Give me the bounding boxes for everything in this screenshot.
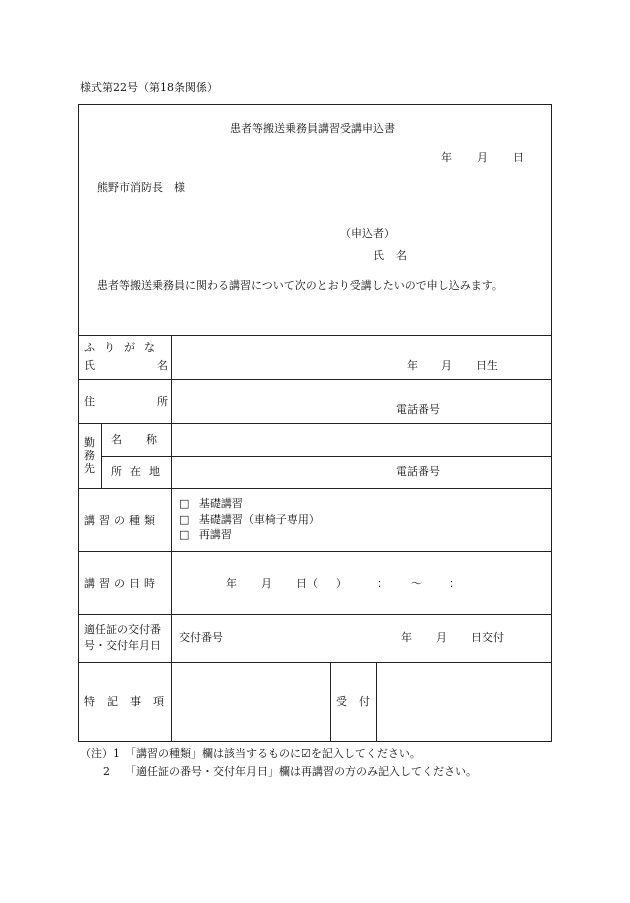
cert-month-label: 月: [436, 631, 447, 644]
form-number: 様式第22号（第18条関係）: [80, 81, 218, 94]
date-day-label: 日: [513, 151, 524, 164]
divider: [78, 614, 552, 615]
course-option-basic[interactable]: [179, 498, 243, 509]
form-title: 患者等搬送乗務員講習受講申込書: [230, 122, 395, 135]
course-time-colon-end: ：: [449, 577, 460, 590]
divider: [78, 662, 552, 663]
note-1-prefix: （注）1: [80, 747, 120, 760]
name-label-second: 名: [157, 359, 168, 372]
work-phone-label: 電話番号: [396, 465, 440, 478]
checkbox-icon[interactable]: □: [179, 497, 190, 510]
cert-label-line1: 適任証の交付番: [84, 623, 161, 636]
applicant-name-label-1: 氏: [373, 249, 384, 262]
address-phone-label: 電話番号: [396, 403, 440, 416]
applicant-name-label-2: 名: [396, 249, 407, 262]
checkbox-icon[interactable]: □: [179, 513, 190, 526]
divider: [78, 335, 552, 336]
note-2-text: 「適任証の番号・交付年月日」欄は再講習の方のみ記入してください。: [125, 765, 477, 778]
note-2-prefix: 2: [103, 765, 110, 778]
name-label-first: 氏: [84, 359, 95, 372]
workplace-label: 勤務先: [84, 436, 95, 475]
course-year-label: 年: [226, 577, 237, 590]
furigana-label: ふりがな: [84, 341, 164, 354]
cert-day-label: 日交付: [471, 631, 504, 644]
divider: [330, 662, 331, 742]
course-option-label: 基礎講習: [198, 497, 243, 510]
course-datetime-label: 講習の日時: [84, 577, 159, 590]
course-time-colon-start: ：: [377, 577, 388, 590]
checkbox-icon[interactable]: □: [179, 528, 190, 541]
remarks-label: 特記事項: [84, 695, 176, 708]
cert-label-line2: 号・交付年月日: [84, 639, 161, 652]
divider: [78, 488, 552, 489]
work-name-label: 名称: [111, 433, 181, 446]
application-statement: 患者等搬送乗務員に関わる講習について次のとおり受講したいので申し込みます。: [97, 279, 503, 292]
receipt-label: 受付: [336, 695, 382, 708]
work-location-label: 所在地: [111, 465, 168, 478]
course-month-label: 月: [261, 577, 272, 590]
divider: [78, 379, 552, 380]
address-label-second: 所: [157, 395, 168, 408]
note-1-text: 「講習の種類」欄は該当するものに☑を記入してください。: [125, 747, 421, 760]
divider: [78, 551, 552, 552]
date-month-label: 月: [477, 151, 488, 164]
divider: [101, 423, 102, 488]
divider: [101, 456, 552, 457]
date-year-label: 年: [441, 151, 452, 164]
course-option-wheelchair[interactable]: [179, 514, 320, 525]
course-option-label: 再講習: [198, 528, 232, 541]
birth-year-label: 年: [407, 359, 418, 372]
divider: [78, 423, 552, 424]
course-option-label: 基礎講習（車椅子専用）: [198, 513, 320, 526]
birth-month-label: 月: [441, 359, 452, 372]
course-weekday-close: ）: [336, 577, 347, 590]
applicant-label: （申込者）: [340, 227, 395, 240]
address-label-first: 住: [84, 395, 95, 408]
cert-number-label: 交付番号: [179, 631, 223, 644]
course-option-refresher[interactable]: [179, 529, 232, 540]
course-time-tilde: ～: [411, 577, 422, 590]
course-day-label: 日（: [296, 577, 318, 590]
cert-year-label: 年: [401, 631, 412, 644]
addressee: 熊野市消防長 様: [97, 181, 185, 194]
birth-day-label: 日生: [476, 359, 498, 372]
divider: [171, 335, 172, 742]
course-type-label: 講習の種類: [84, 514, 159, 527]
